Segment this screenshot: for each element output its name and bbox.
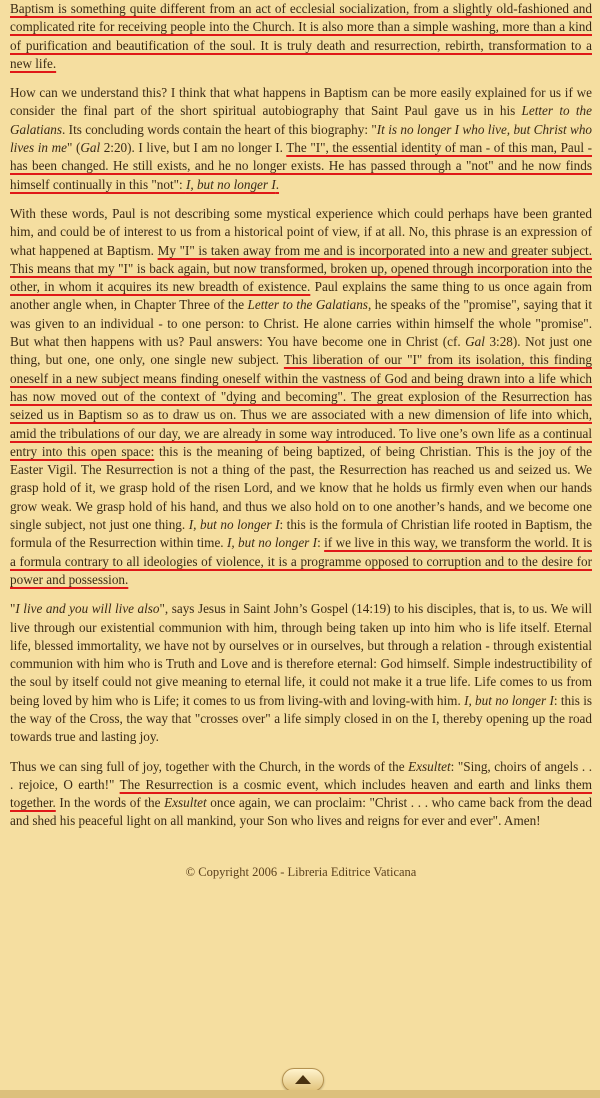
page-footer-strip [0, 1090, 600, 1098]
highlighted-text: The "I", the essential identity of man - of this man, Paul - has been changed. He still exists, and he no longer exists. He has passed through a "not" and he now finds himself continually in this "not": [10, 140, 592, 192]
text-run: Letter to the Galatians [247, 297, 368, 313]
paragraph [10, 758, 592, 831]
text-run: : this is the way of the Cross, the way that "crosses over" a life simply closed in on the I, thereby opening up the road towards true and lasting joy. [10, 692, 592, 745]
text-run: Exsultet [164, 795, 207, 811]
paragraph [10, 84, 592, 194]
highlighted-text: This liberation of our "I" from its isolation, this finding oneself in a new subject means finding oneself within the vastness of God and being drawn into a life which has now moved out of the context of "dying and becoming". The great explosion of the Resurrection has seized us in Baptism so as to draw us on. Thus we are associated with a new dimension of life into which, amid the tribulations of our day, we are already in some way introduced. To live one’s own life as a continual entry into this open space: [10, 352, 592, 459]
article-text [10, 0, 592, 831]
text-run: 2:20). I live, but I am no longer I. [100, 140, 287, 156]
text-run: I live and you will live also [15, 601, 160, 617]
copyright-notice: © Copyright 2006 - Libreria Editrice Vaticana [185, 864, 417, 879]
text-run: With these words, Paul is not describing some mystical experience which could perhaps have been granted him, and could be of interest to us from a historical point of view, if at all. No, this phrase is an expression of what happened at Baptism. [10, 205, 592, 258]
text-run: In the words of the [55, 795, 165, 811]
text-run: : "Sing, choirs of angels . . . rejoice, O earth!" [10, 758, 592, 792]
text-run: How can we understand this? I think that what happens in Baptism can be more easily explained for us if we consider the final part of the short spiritual autobiography that Saint Paul gave us in his [10, 85, 592, 119]
text-run: this is the meaning of being baptized, of being Christian. This is the joy of the Easter Vigil. The Resurrection is not a thing of the past, the Resurrection has reached us and seized us. We grasp hold of it, we grasp hold of the risen Lord, and we know that he holds us firmly even when our hands grow weak. We grasp hold of his hand, and thus we also hold on to one another’s hands, and we become one single subject, not just one thing. [10, 443, 592, 533]
highlighted-text: I, but no longer I [185, 176, 276, 192]
text-run: I, but no longer I [464, 692, 554, 708]
text-run: Gal [80, 140, 101, 156]
highlighted-text: Baptism is something quite different from an act of ecclesial socialization, from a slightly old-fashioned and complicated rite for receiving people into the Church. It is also more than a simple washing, more than a kind of purification and beautification of the soul. It is truly death and resurrection, rebirth, transformation to a new life. [10, 1, 592, 71]
paragraph [10, 205, 592, 589]
paragraph [10, 600, 592, 746]
text-run: . Its concluding words contain the heart of this biography: " [62, 121, 377, 137]
text-run: ", says Jesus in Saint John’s Gospel (14:19) to his disciples, that is, to us. We will live through our existential communion with him, through being taken up into him who is life itself. Eternal life, blessed immortality, we have not by ourselves or in ourselves, but through a relation - through existential communion with him who is Truth and Love and is therefore eternal: God himself. Simple indestructibility of the soul by itself could not give meaning to eternal life, it could not make it a true life. Life comes to us from being loved by him who is Life; it comes to us from living-with and loving-with him. [10, 601, 592, 708]
highlighted-text: The Resurrection is a cosmic event, which includes heaven and earth and links them together. [10, 776, 592, 811]
text-run: " ( [66, 140, 81, 156]
text-run: once again, we can proclaim: "Christ . . . who came back from the dead and shed his peaceful light on all mankind, your Son who lives and reigns for ever and ever". Amen! [10, 795, 592, 829]
text-run: Exsultet [408, 758, 451, 774]
text-run: I, but no longer I [188, 517, 280, 533]
text-run: " [10, 601, 16, 617]
text-run: Gal [465, 334, 485, 350]
paragraph [10, 0, 592, 73]
back-to-top-button[interactable] [282, 1068, 324, 1092]
text-run: Paul explains the same thing to us once again from another angle when, in Chapter Three of the [10, 279, 593, 313]
highlighted-text: if we live in this way, we transform the world. It is a formula contrary to all ideologies of violence, it is a programme opposed to corruption and to the desire for power and possession. [10, 535, 592, 587]
highlighted-text: My "I" is taken away from me and is incorporated into a new and greater subject. This means that my "I" is back again, but now transformed, broken up, opened through incorporation into the other, in whom it acquires its new breadth of existence. [10, 242, 593, 295]
text-run: It is no longer I who live, but Christ who lives in me [10, 121, 593, 156]
text-run: : this is the formula of Christian life rooted in Baptism, the formula of the Resurrection within time. [10, 517, 592, 551]
text-run: 3:28). Not just one thing, but one, one only, one single new subject. [10, 334, 592, 368]
text-run: , he speaks of the "promise", saying that it was given to an individual - to one person: to Christ. He alone carries within himself the whole "promise". But what then happens with us? Paul answers: You have become one in Christ (cf. [10, 297, 592, 350]
highlighted-text: . [275, 176, 280, 192]
up-arrow-icon [295, 1075, 311, 1084]
text-run: Letter to the Galatians [10, 103, 592, 137]
text-run: I, but no longer I [226, 535, 318, 551]
text-run: Thus we can sing full of joy, together with the Church, in the words of the [10, 758, 409, 774]
text-run: : [317, 535, 325, 551]
